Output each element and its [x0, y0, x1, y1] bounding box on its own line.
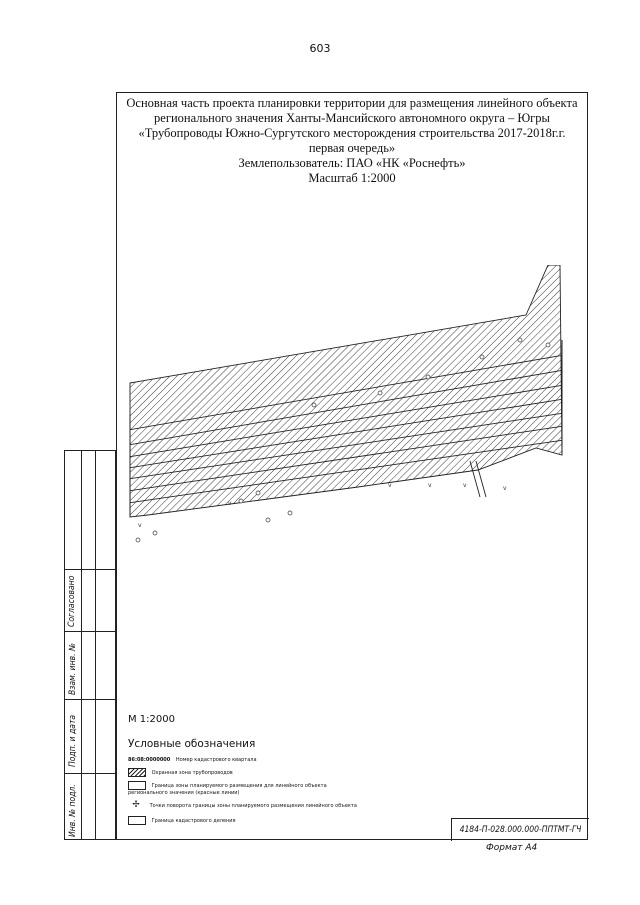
svg-text:v: v	[463, 482, 467, 489]
svg-text:v: v	[388, 482, 392, 489]
legend-title: Условные обозначения	[128, 738, 256, 750]
sheet-format: Формат А4	[486, 843, 538, 853]
site-plan-drawing	[118, 265, 588, 555]
agreed-label: Согласовано	[67, 575, 77, 627]
legend-item	[128, 800, 357, 810]
legend-text: Граница зоны планируемого размещения для линейного объекта регионального значения (красные линии)	[128, 783, 327, 796]
legend-text: Охранная зона трубопроводов	[151, 770, 233, 776]
page-number: 603	[309, 42, 331, 55]
legend-text: Точки поворота границы зоны планируемого размещения линейного объекта	[149, 803, 357, 809]
sign-date-label: Подп. и дата	[68, 714, 78, 767]
title-line: Основная часть проекта планировки территории для размещения линейного объекта	[126, 96, 578, 110]
cadastral-number-sample: 86:08:0000000	[128, 757, 171, 763]
title-line: регионального значения Ханты-Мансийского автономного округа – Югры	[154, 111, 550, 125]
svg-text:v: v	[228, 500, 232, 507]
svg-text:v: v	[138, 522, 142, 529]
turn-point-icon: ✢	[132, 800, 140, 810]
legend-item	[128, 757, 257, 763]
protection-zone-hatch	[130, 265, 562, 517]
title-line: Масштаб 1:2000	[308, 171, 396, 185]
title-line: Землепользователь: ПАО «НК «Роснефть»	[238, 156, 466, 170]
title-line: «Трубопроводы Южно-Сургутского месторождения строительства 2017-2018г.г.	[138, 126, 566, 140]
legend-item	[128, 781, 358, 797]
scale-label: М 1:2000	[128, 714, 175, 725]
svg-text:v: v	[428, 482, 432, 489]
boundary-symbol	[128, 781, 146, 790]
cadastral-boundary-symbol	[128, 816, 146, 825]
inv-replace-label: Взам. инв. №	[68, 643, 78, 695]
drawing-title	[116, 96, 588, 186]
legend-text: Номер кадастрового квартала	[175, 757, 257, 763]
legend-item	[128, 816, 236, 825]
svg-text:v: v	[503, 485, 507, 492]
inv-orig-label: Инв. № подл.	[68, 784, 78, 837]
legend-item	[128, 768, 233, 777]
title-line: первая очередь»	[308, 141, 396, 155]
hatch-symbol	[128, 768, 146, 777]
side-approval-table	[64, 450, 116, 840]
legend-text: Граница кадастрового деления	[151, 818, 236, 824]
title-stamp-code: 4184-П-028.000.000-ППТМТ-ГЧ	[451, 818, 589, 841]
